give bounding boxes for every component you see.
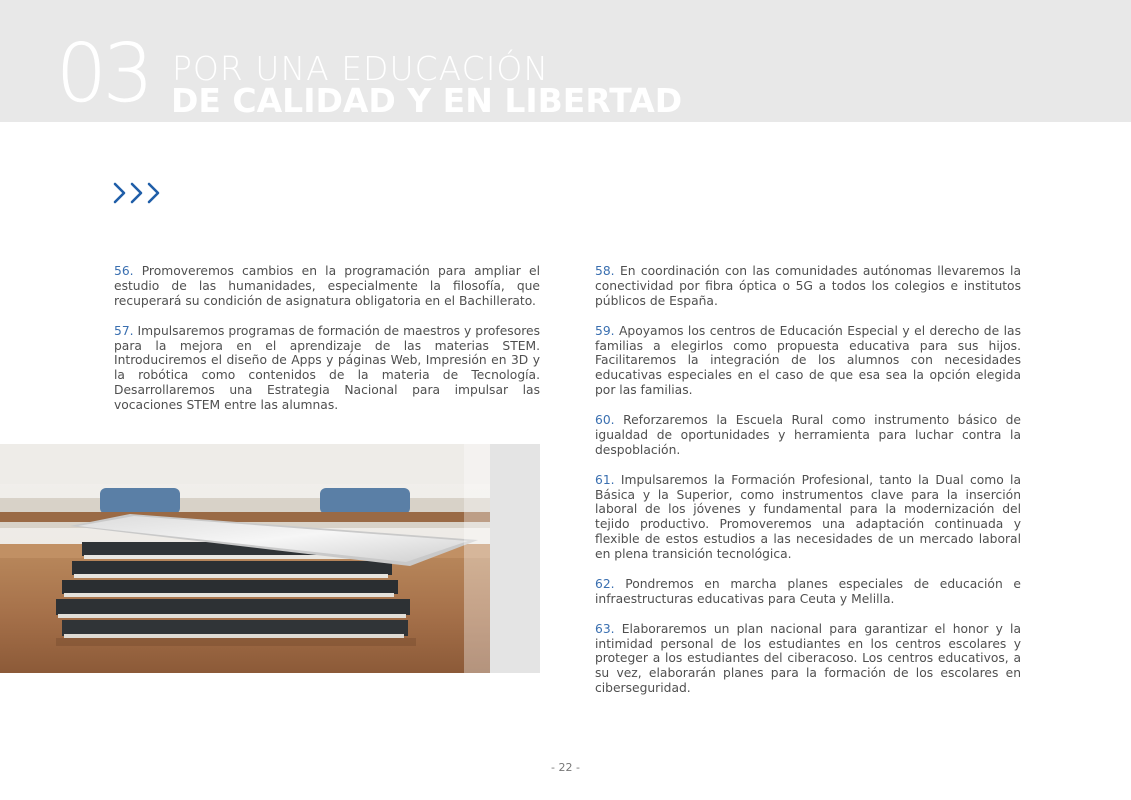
list-item <box>114 264 540 309</box>
item-text: Reforzaremos la Escuela Rural como instrumento básico de igualdad de oportunidades y herramienta para luchar contra la despoblación. <box>595 413 1021 457</box>
right-text-column <box>595 264 1021 711</box>
item-number: 56. <box>114 264 134 278</box>
item-text: Pondremos en marcha planes especiales de educación e infraestructuras educativas para Ceuta y Melilla. <box>595 576 1021 606</box>
list-item <box>595 324 1021 399</box>
item-number: 57. <box>114 323 134 338</box>
triple-chevron-right-icon <box>113 182 163 204</box>
chapter-number: 03 <box>56 27 150 120</box>
list-item <box>595 264 1021 309</box>
item-text: En coordinación con las comunidades autónomas llevaremos la conectividad por fibra óptica o 5G a todos los colegios e institutos públicos de España. <box>595 264 1021 308</box>
item-text: Impulsaremos la Formación Profesional, tanto la Dual como la Básica y la Superior, como instrumentos clave para la inserción laboral de los jóvenes y fundamental para la modernización del tejido productivo. Promoveremos una adaptación continuada y flexible de estos estudios a las necesidades de un mercado laboral en plena transición tecnológica. <box>595 472 1021 562</box>
item-text: Apoyamos los centros de Educación Especial y el derecho de las familias a elegirlos como propuesta educativa para sus hijos. Facilitaremos la integración de los alumnos con necesidades educativas especiales en el caso de que esa sea la opción elegida por las familias. <box>595 323 1021 398</box>
item-text: Impulsaremos programas de formación de maestros y profesores para la mejora en el aprendizaje de las materias STEM. Introduciremos el diseño de Apps y páginas Web, Impresión en 3D y la robótica como contenidos de la materia de Tecnología. Desarrollaremos una Estrategia Nacional para impulsar las vocaciones STEM entre las alumnas. <box>114 323 540 413</box>
item-number: 60. <box>595 413 615 428</box>
item-text: Promoveremos cambios en la programación para ampliar el estudio de las humanidades, especialmente la filosofía, que recuperará su condición de asignatura obligatoria en el Bachillerato. <box>114 264 540 308</box>
list-item <box>595 622 1021 697</box>
item-number: 63. <box>595 621 615 636</box>
chapter-title-line1: POR UNA EDUCACIÓN <box>172 49 550 88</box>
list-item <box>595 473 1021 562</box>
list-item <box>114 324 540 413</box>
item-number: 62. <box>595 576 615 591</box>
list-item <box>595 413 1021 458</box>
left-text-column <box>114 264 540 428</box>
list-item <box>595 577 1021 607</box>
photo-illustration <box>0 444 540 673</box>
item-number: 58. <box>595 264 615 278</box>
item-number: 59. <box>595 323 615 338</box>
item-number: 61. <box>595 472 615 487</box>
page-number: - 22 - <box>551 761 580 774</box>
books-tablet-photo <box>0 444 540 673</box>
chapter-title-line2: DE CALIDAD Y EN LIBERTAD <box>171 81 683 120</box>
item-text: Elaboraremos un plan nacional para garantizar el honor y la intimidad personal de los estudiantes en los centros escolares y proteger a los estudiantes del ciberacoso. Los centros educativos, a su vez, elaborarán planes para la formación de los escolares en ciberseguridad. <box>595 621 1021 696</box>
